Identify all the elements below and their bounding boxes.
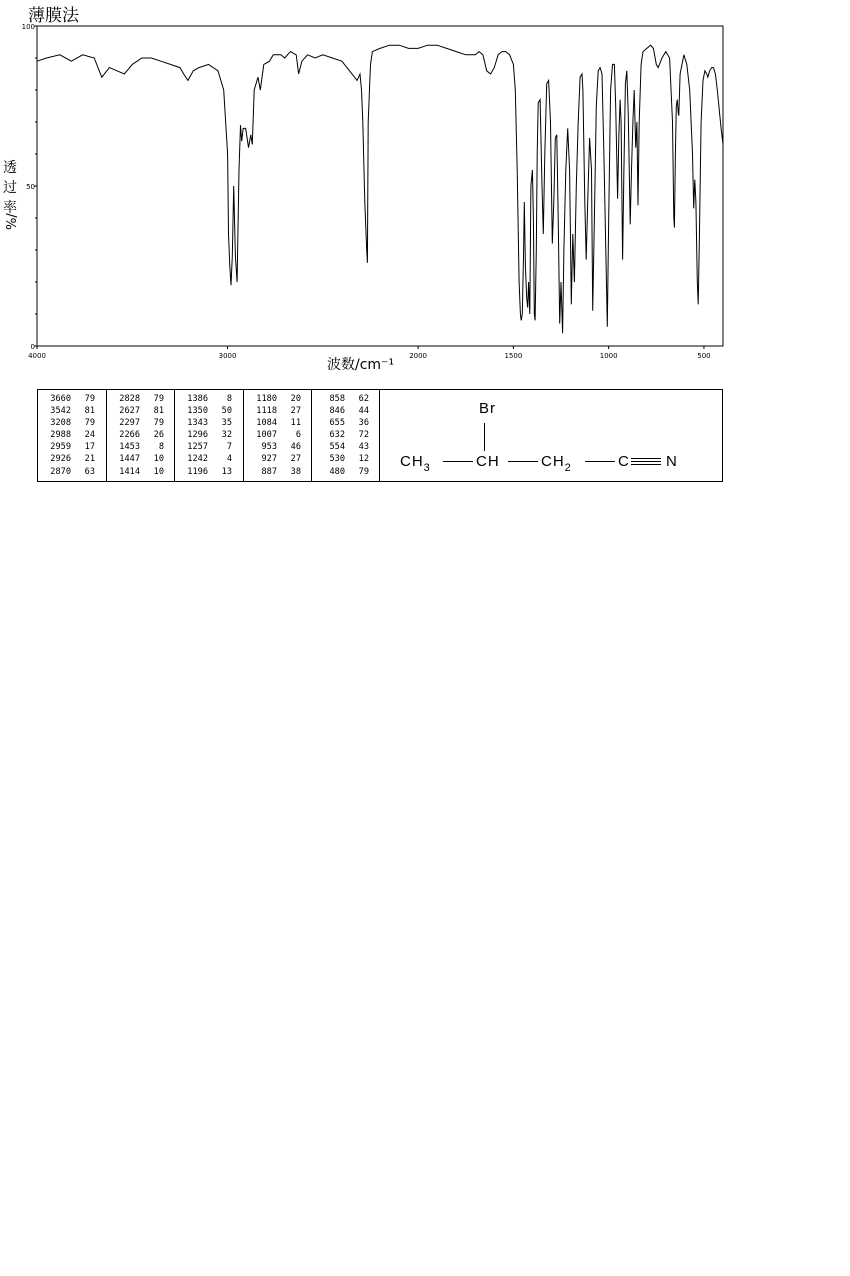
peak-transmittance: 20 <box>290 394 301 404</box>
plot-frame <box>37 26 723 346</box>
peak-wavenumber: 530 <box>329 454 345 465</box>
peak-row <box>244 441 311 453</box>
peak-row <box>312 429 379 441</box>
peak-wavenumber: 858 <box>329 394 345 404</box>
peak-transmittance: 79 <box>84 394 95 404</box>
peak-row <box>175 453 243 465</box>
peak-column <box>175 390 244 481</box>
bond-1 <box>443 461 473 462</box>
peak-transmittance: 24 <box>84 430 95 441</box>
peak-wavenumber: 887 <box>261 466 277 477</box>
peak-wavenumber: 3208 <box>50 418 71 429</box>
peak-column <box>38 390 107 481</box>
triple-bond-3 <box>631 464 661 465</box>
peak-transmittance: 8 <box>226 394 232 404</box>
peak-wavenumber: 1414 <box>119 466 140 477</box>
peak-row <box>312 453 379 465</box>
peak-wavenumber: 1386 <box>187 394 208 404</box>
group-ch: CH <box>476 453 500 470</box>
peak-transmittance: 27 <box>290 406 301 417</box>
peak-row <box>244 417 311 429</box>
peak-wavenumber: 2297 <box>119 418 140 429</box>
peak-row <box>38 417 106 429</box>
peak-wavenumber: 1118 <box>256 406 277 417</box>
group-methylene: $CH_2$ <box>541 453 572 474</box>
y-tick-label: 100 <box>21 23 35 31</box>
peak-wavenumber: 3542 <box>50 406 71 417</box>
peak-wavenumber: 3660 <box>50 394 71 404</box>
y-label-char-3: 率 <box>3 200 17 216</box>
peak-transmittance: 79 <box>153 394 164 404</box>
peak-transmittance: 27 <box>290 454 301 465</box>
y-tick-label: 0 <box>30 343 35 351</box>
peak-transmittance: 8 <box>158 442 164 453</box>
peak-row <box>244 429 311 441</box>
peak-wavenumber: 2627 <box>119 406 140 417</box>
peak-row <box>312 405 379 417</box>
sample-method-label: 薄膜法 <box>28 6 79 26</box>
peak-transmittance: 11 <box>290 418 301 429</box>
peak-wavenumber: 846 <box>329 406 345 417</box>
peak-column <box>312 390 380 481</box>
peak-wavenumber: 632 <box>329 430 345 441</box>
y-axis-label <box>3 160 20 230</box>
peak-row <box>38 453 106 465</box>
peak-wavenumber: 1343 <box>187 418 208 429</box>
peak-row <box>244 453 311 465</box>
peak-row <box>38 441 106 453</box>
peak-transmittance: 43 <box>358 442 369 453</box>
peak-column <box>244 390 312 481</box>
peak-transmittance: 79 <box>358 466 369 477</box>
peak-wavenumber: 1350 <box>187 406 208 417</box>
peak-wavenumber: 2870 <box>50 466 71 477</box>
spectrum-line <box>37 45 723 333</box>
peak-row <box>107 393 174 405</box>
peak-transmittance: 6 <box>295 430 301 441</box>
peak-wavenumber: 655 <box>329 418 345 429</box>
group-methyl: $CH_3$ <box>400 453 431 474</box>
peak-transmittance: 10 <box>153 454 164 465</box>
peak-transmittance: 35 <box>221 418 232 429</box>
peak-row <box>107 429 174 441</box>
group-nitrile-carbon: C <box>618 453 630 470</box>
peak-wavenumber: 2988 <box>50 430 71 441</box>
peak-row <box>107 466 174 478</box>
peak-transmittance: 79 <box>153 418 164 429</box>
peak-row <box>38 393 106 405</box>
peak-transmittance: 81 <box>84 406 95 417</box>
y-label-char-4: %/ <box>5 213 20 230</box>
y-label-char-1: 透 <box>3 160 17 176</box>
peak-transmittance: 79 <box>84 418 95 429</box>
peak-row <box>244 405 311 417</box>
triple-bond-1 <box>631 458 661 459</box>
peak-wavenumber: 2828 <box>119 394 140 404</box>
peak-transmittance: 44 <box>358 406 369 417</box>
peak-row <box>107 453 174 465</box>
peak-wavenumber: 1084 <box>256 418 277 429</box>
peak-wavenumber: 2926 <box>50 454 71 465</box>
peak-row <box>38 466 106 478</box>
triple-bond-2 <box>631 461 661 462</box>
peak-wavenumber: 1180 <box>256 394 277 404</box>
x-axis-label: 波数/cm⁻¹ <box>327 357 395 373</box>
peak-wavenumber: 2959 <box>50 442 71 453</box>
peak-transmittance: 7 <box>226 442 232 453</box>
peak-wavenumber: 1257 <box>187 442 208 453</box>
peak-wavenumber: 927 <box>261 454 277 465</box>
bond-2 <box>508 461 538 462</box>
peak-wavenumber: 480 <box>329 466 345 477</box>
peak-wavenumber: 1007 <box>256 430 277 441</box>
peak-transmittance: 38 <box>290 466 301 477</box>
peak-transmittance: 26 <box>153 430 164 441</box>
y-label-char-2: 过 <box>3 180 17 196</box>
peak-transmittance: 17 <box>84 442 95 453</box>
peak-wavenumber: 1296 <box>187 430 208 441</box>
peak-transmittance: 32 <box>221 430 232 441</box>
peak-row <box>244 466 311 478</box>
peak-table <box>37 389 723 482</box>
peak-transmittance: 62 <box>358 394 369 404</box>
peak-transmittance: 81 <box>153 406 164 417</box>
peak-row <box>312 441 379 453</box>
peak-row <box>175 441 243 453</box>
peak-wavenumber: 554 <box>329 442 345 453</box>
group-nitrogen: N <box>666 453 678 470</box>
peak-transmittance: 63 <box>84 466 95 477</box>
x-tick-label: 1000 <box>599 352 618 360</box>
x-tick-label: 3000 <box>218 352 237 360</box>
peak-row <box>175 429 243 441</box>
peak-transmittance: 50 <box>221 406 232 417</box>
peak-transmittance: 12 <box>358 454 369 465</box>
x-tick-label: 1500 <box>504 352 523 360</box>
peak-row <box>175 405 243 417</box>
peak-transmittance: 4 <box>226 454 232 465</box>
bromine-label: Br <box>479 400 496 417</box>
peak-row <box>107 441 174 453</box>
peak-wavenumber: 1453 <box>119 442 140 453</box>
peak-row <box>312 466 379 478</box>
peak-row <box>312 393 379 405</box>
bond-vertical <box>484 423 485 451</box>
peak-row <box>312 417 379 429</box>
peak-wavenumber: 2266 <box>119 430 140 441</box>
peak-row <box>175 417 243 429</box>
peak-row <box>244 393 311 405</box>
peak-transmittance: 46 <box>290 442 301 453</box>
peak-row <box>38 405 106 417</box>
bond-3 <box>585 461 615 462</box>
peak-transmittance: 21 <box>84 454 95 465</box>
peak-transmittance: 13 <box>221 466 232 477</box>
peak-wavenumber: 1196 <box>187 466 208 477</box>
peak-transmittance: 36 <box>358 418 369 429</box>
structure-diagram <box>380 390 722 481</box>
peak-row <box>107 417 174 429</box>
peak-row <box>175 393 243 405</box>
peak-transmittance: 72 <box>358 430 369 441</box>
peak-row <box>175 466 243 478</box>
ir-spectrum-chart <box>0 0 850 389</box>
peak-wavenumber: 1447 <box>119 454 140 465</box>
x-tick-label: 2000 <box>409 352 428 360</box>
y-axis <box>22 23 37 351</box>
peak-transmittance: 10 <box>153 466 164 477</box>
y-tick-label: 50 <box>26 183 35 191</box>
x-tick-label: 4000 <box>28 352 46 360</box>
peak-column <box>107 390 175 481</box>
x-tick-label: 500 <box>697 352 711 360</box>
peak-row <box>38 429 106 441</box>
peak-wavenumber: 1242 <box>187 454 208 465</box>
peak-wavenumber: 953 <box>261 442 277 453</box>
peak-row <box>107 405 174 417</box>
